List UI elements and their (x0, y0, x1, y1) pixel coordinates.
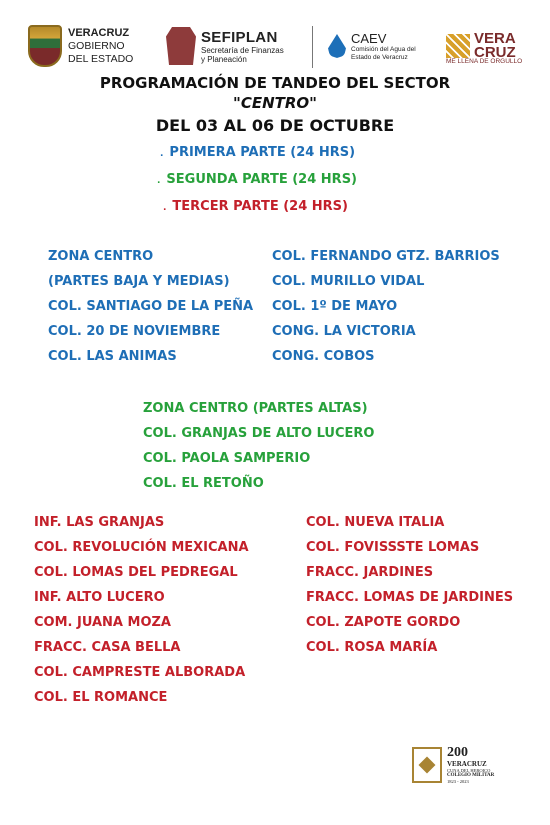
logo-text: Comisión del Agua del (351, 45, 416, 53)
logo-text: y Planeación (201, 54, 247, 64)
seal-text: COLEGIO MILITAR (447, 773, 495, 778)
list-item: INF. LAS GRANJAS (34, 515, 165, 530)
logo-text: Secretaría de Finanzas (201, 45, 284, 55)
list-item: FRACC. CASA BELLA (34, 640, 181, 655)
seal-text: CUNA DEL HEROICO (447, 768, 491, 773)
sefiplan-logo (166, 18, 284, 74)
part-label-text: PRIMERA PARTE (24 HRS) (169, 145, 356, 160)
part-3-left-list (34, 510, 249, 710)
list-item: CONG. LA VICTORIA (272, 324, 416, 339)
sefiplan-emblem-icon (166, 27, 196, 65)
list-item: COL. LAS ANIMAS (48, 349, 177, 364)
list-item: COL. FERNANDO GTZ. BARRIOS (272, 249, 500, 264)
list-item: COL. REVOLUCIÓN MEXICANA (34, 540, 249, 555)
logo-text: CRUZ (474, 44, 516, 61)
date-range: DEL 03 AL 06 DE OCTUBRE (155, 116, 395, 135)
list-item: COL. MURILLO VIDAL (272, 274, 425, 289)
header-logos (0, 18, 550, 74)
list-item: COL. NUEVA ITALIA (306, 515, 445, 530)
part-2-label: . SEGUNDA PARTE (24 HRS) (157, 172, 357, 187)
list-item: COL. LOMAS DEL PEDREGAL (34, 565, 238, 580)
logo-divider (312, 26, 313, 68)
list-item: ZONA CENTRO (PARTES ALTAS) (143, 401, 368, 416)
veracruz-shield-icon (28, 25, 62, 67)
sector-name: "CENTRO" (233, 94, 317, 112)
part-1-left-list (48, 244, 253, 369)
list-item: COL. ROSA MARÍA (306, 640, 438, 655)
veracruz-pattern-icon (446, 34, 470, 58)
part-1-label: . PRIMERA PARTE (24 HRS) (160, 145, 356, 160)
list-item: COL. EL ROMANCE (34, 690, 168, 705)
part-3-right-list (306, 510, 513, 660)
anniversary-seal (412, 742, 512, 788)
part-label-text: SEGUNDA PARTE (24 HRS) (166, 172, 357, 187)
list-item: COL. GRANJAS DE ALTO LUCERO (143, 426, 375, 441)
seal-number: 200 (447, 745, 468, 760)
logo-text: VERACRUZ (68, 26, 130, 39)
part-2-list (143, 396, 374, 496)
part-1-right-list (272, 244, 500, 369)
list-item: ZONA CENTRO (48, 249, 154, 264)
logo-tagline: ME LLENA DE ORGULLO (446, 58, 523, 65)
seal-text: VERACRUZ (447, 760, 487, 768)
list-item: COL. PAOLA SAMPERIO (143, 451, 311, 466)
list-item: COL. FOVISSSTE LOMAS (306, 540, 480, 555)
list-item: COM. JUANA MOZA (34, 615, 171, 630)
logo-text: SEFIPLAN (201, 28, 278, 46)
logo-text: CAEV (351, 30, 387, 46)
part-3-label: . TERCER PARTE (24 HRS) (163, 199, 348, 214)
logo-text: Estado de Veracruz (351, 53, 408, 61)
logo-text: GOBIERNO (68, 39, 125, 52)
list-item: COL. 20 DE NOVIEMBRE (48, 324, 221, 339)
list-item: CONG. COBOS (272, 349, 375, 364)
list-item: FRACC. JARDINES (306, 565, 434, 580)
list-item: INF. ALTO LUCERO (34, 590, 165, 605)
logo-text: DEL ESTADO (68, 52, 134, 65)
veracruz-brand-logo (446, 18, 516, 74)
page-title: PROGRAMACIÓN DE TANDEO DEL SECTOR (99, 74, 451, 92)
caev-logo (328, 18, 416, 74)
seal-emblem-icon (412, 747, 442, 783)
part-label-text: TERCER PARTE (24 HRS) (172, 199, 348, 214)
list-item: (PARTES BAJA Y MEDIAS) (48, 274, 230, 289)
veracruz-government-logo (28, 18, 133, 74)
list-item: COL. ZAPOTE GORDO (306, 615, 461, 630)
seal-text: 1823 - 2023 (447, 779, 469, 784)
list-item: COL. 1º DE MAYO (272, 299, 398, 314)
list-item: COL. EL RETOÑO (143, 476, 264, 491)
list-item: FRACC. LOMAS DE JARDINES (306, 590, 514, 605)
water-drop-icon (328, 34, 346, 58)
list-item: COL. SANTIAGO DE LA PEÑA (48, 299, 254, 314)
logo-text: VERA (474, 30, 516, 47)
list-item: COL. CAMPRESTE ALBORADA (34, 665, 246, 680)
